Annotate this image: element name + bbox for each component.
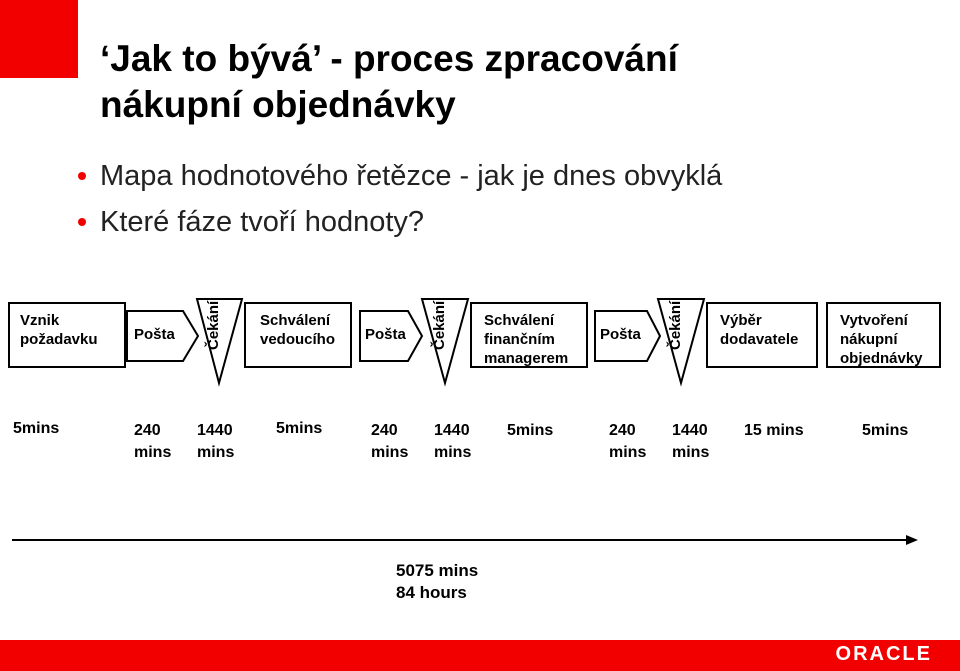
box-label-line: Schválení bbox=[260, 312, 331, 329]
box-label-line: objednávky bbox=[840, 350, 923, 367]
bullet-text: Které fáze tvoří hodnoty? bbox=[100, 206, 425, 238]
total-duration bbox=[396, 560, 478, 604]
box-label-line: Vytvoření bbox=[840, 312, 908, 329]
box-label-line: Výběr bbox=[720, 312, 762, 329]
bullet-text: Mapa hodnotového řetězce - jak je dnes obvyklá bbox=[100, 160, 723, 192]
time-unit: mins bbox=[609, 444, 647, 461]
time-label bbox=[197, 420, 234, 464]
time-value: 240 bbox=[371, 422, 398, 439]
time-label: 5mins bbox=[276, 420, 323, 437]
box-label-line: nákupní bbox=[840, 331, 898, 348]
time-value: 1440 bbox=[434, 422, 470, 439]
time-label: 5mins bbox=[13, 420, 60, 437]
time-value: 240 bbox=[609, 422, 636, 439]
time-value: 1440 bbox=[197, 422, 233, 439]
box-label-line: Schválení bbox=[484, 312, 555, 329]
total-minutes: 5075 mins bbox=[396, 561, 479, 580]
post-label: Pošta bbox=[365, 326, 406, 343]
title-line-2: nákupní objednávky bbox=[100, 84, 456, 125]
title-line-1: ‘Jak to bývá’ - proces zpracování bbox=[100, 38, 678, 79]
footer-bar bbox=[0, 640, 960, 671]
timeline-arrowhead-icon bbox=[906, 535, 918, 545]
wait-label: Čekání bbox=[205, 300, 222, 350]
time-value: 1440 bbox=[672, 422, 708, 439]
wait-label: Čekání bbox=[431, 300, 448, 350]
box-label-line: požadavku bbox=[20, 331, 98, 348]
time-label: 5mins bbox=[862, 422, 909, 439]
box-label-line: finančním bbox=[484, 331, 555, 348]
time-value: 240 bbox=[134, 422, 161, 439]
time-unit: mins bbox=[371, 444, 409, 461]
timeline-arrow bbox=[0, 530, 960, 550]
time-label: 5mins bbox=[507, 422, 554, 439]
time-unit: mins bbox=[672, 444, 710, 461]
time-label bbox=[672, 420, 709, 464]
box-label-line: dodavatele bbox=[720, 331, 799, 348]
time-unit: mins bbox=[197, 444, 235, 461]
box-label-line: Vznik bbox=[20, 312, 60, 329]
time-unit: mins bbox=[134, 444, 172, 461]
time-label bbox=[371, 420, 408, 464]
time-label bbox=[609, 420, 646, 464]
time-label: 15 mins bbox=[744, 422, 804, 439]
time-label bbox=[134, 420, 171, 464]
post-label: Pošta bbox=[600, 326, 641, 343]
time-label bbox=[434, 420, 471, 464]
total-hours: 84 hours bbox=[396, 583, 467, 602]
wait-label: Čekání bbox=[667, 300, 684, 350]
oracle-logo: ORACLE bbox=[835, 643, 932, 665]
post-label: Pošta bbox=[134, 326, 175, 343]
time-unit: mins bbox=[434, 444, 472, 461]
box-label-line: vedoucího bbox=[260, 331, 336, 348]
box-label-line: managerem bbox=[484, 350, 569, 367]
